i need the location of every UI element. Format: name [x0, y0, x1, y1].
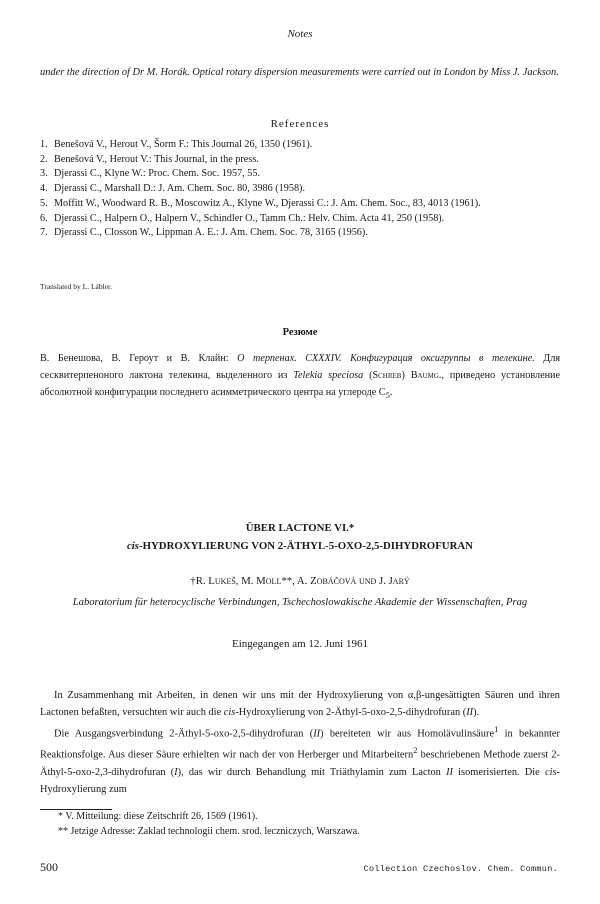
- citation-sup: 2: [413, 745, 418, 756]
- footnote-divider: [40, 809, 112, 810]
- body-italic: cis: [223, 707, 236, 718]
- references-list: [40, 138, 560, 241]
- article-authors: †R. Lukeš, M. Moll**, A. Zobáčová und J. Jarý: [190, 575, 410, 587]
- reference-text: Djerassi C., Closson W., Lippman A. E.: J. Am. Chem. Soc. 78, 3165 (1956).: [54, 227, 368, 239]
- translator-credit: Translated by L. Lábler.: [40, 282, 113, 291]
- body-text: in bekannter Reaktionsfolge. Aus dieser Säure erhielten wir nach der von Herberger und Mitarbeitern: [40, 728, 560, 761]
- reference-text: Moffitt W., Woodward R. B., Moscowitz A., Klyne W., Djerassi C.: J. Am. Chem. Soc., 83, 4013 (1961).: [54, 197, 481, 209]
- body-text: beschriebenen Methode zuerst 2-Äthyl-5-oxo-2,3-dihydrofuran (: [40, 749, 561, 778]
- article-affiliation: Laboratorium für heterocyclische Verbindungen, Tschechoslowakische Akademie der Wissenschaften, Prag: [72, 597, 528, 608]
- reference-text: Djerassi C., Marshall D.: J. Am. Chem. Soc. 80, 3986 (1958).: [54, 183, 305, 195]
- body-text: In Zusammenhang mit Arbeiten, in denen wir uns mit der Hydroxylierung von α,β-ungesättigten Säuren und ihren Lactonen befaßten, versuchten wir auch die: [40, 690, 560, 718]
- reference-number: 2.: [40, 153, 48, 165]
- reference-number: 5.: [40, 197, 48, 209]
- journal-name: Collection Czechoslov. Chem. Commun.: [363, 864, 558, 874]
- reference-item: [40, 167, 560, 182]
- intro-paragraph: under the direction of Dr M. Horák. Optical rotary dispersion measurements were carried out in London by Miss J. Jackson.: [40, 67, 559, 78]
- resume-subscript: 5: [385, 390, 390, 401]
- reference-text: Djerassi C., Klyne W.: Proc. Chem. Soc. 1957, 55.: [54, 168, 261, 180]
- reference-text: Benešová V., Herout V.: This Journal, in the press.: [54, 153, 259, 165]
- compound-ref: II: [446, 766, 453, 778]
- page-number: 500: [40, 860, 58, 874]
- body-italic: cis: [544, 766, 557, 778]
- reference-number: 7.: [40, 227, 48, 239]
- body-text: -Hydroxylierung zum: [40, 766, 560, 795]
- body-text: Die Ausgangsverbindung 2-Äthyl-5-oxo-2,5-dihydrofuran (: [54, 728, 314, 740]
- reference-item: [40, 138, 560, 153]
- reference-text: Benešová V., Herout V., Šorm F.: This Journal 26, 1350 (1961).: [54, 139, 313, 150]
- references-heading: References: [270, 118, 330, 130]
- reference-number: 6.: [40, 212, 48, 224]
- resume-text-end: .: [389, 387, 393, 398]
- reference-item: [40, 212, 560, 227]
- body-text: ) bereiteten wir aus Homolävulinsäure: [320, 728, 495, 740]
- reference-number: 4.: [40, 183, 48, 195]
- resume-text: Для сесквитерпеноного лактона телекина, выделенного из: [40, 353, 561, 381]
- article-subtitle: [0, 540, 600, 552]
- footnote-1: * V. Mitteilung: diese Zeitschrift 26, 1569 (1961).: [58, 811, 258, 822]
- reference-item: [40, 153, 560, 168]
- resume-species: Telekia speciosa: [293, 370, 364, 381]
- resume-title: О терпенах. CXXXIV. Конфигурация оксигруппы в телекине.: [237, 353, 535, 364]
- footnote-2: ** Jetzige Adresse: Zaklad technologii chem. srod. leczniczych, Warszawa.: [58, 826, 360, 837]
- body-text: ).: [473, 707, 480, 718]
- reference-text: Djerassi C., Halpern O., Halpern V., Schindler O., Tamm Ch.: Helv. Chim. Acta 41, 250 (1958).: [54, 212, 445, 224]
- subtitle-cis: cis: [127, 540, 139, 552]
- running-header: Notes: [287, 28, 313, 40]
- body-text: isomerisierten. Die: [458, 766, 540, 778]
- citation-sup: 1: [494, 724, 499, 734]
- resume-heading: Резюме: [282, 327, 318, 338]
- reference-item: [40, 197, 560, 212]
- received-date: Eingegangen am 12. Juni 1961: [232, 638, 368, 650]
- resume-author-abbrev-2: Baumg.: [410, 370, 442, 381]
- compound-ref: II: [313, 728, 321, 740]
- body-text: ), das wir durch Behandlung mit Triäthylamin zum Lacton: [177, 766, 441, 778]
- resume-text-2: , приведено установление абсолютной конфигурации последнего асимметрического центра на углероде C: [40, 370, 561, 398]
- resume-authors: В. Бенешова, В. Героут и В. Клайн:: [40, 353, 229, 364]
- body-paragraph-1: [40, 687, 560, 721]
- resume-author-abbrev: (Schreb): [369, 370, 405, 381]
- body-text: -Hydroxylierung von 2-Äthyl-5-oxo-2,5-dihydrofuran (: [235, 707, 467, 718]
- compound-ref: I: [174, 766, 178, 778]
- resume-paragraph: [40, 350, 560, 404]
- reference-number: 1.: [40, 139, 48, 150]
- reference-item: [40, 182, 560, 197]
- compound-ref: II: [466, 707, 474, 718]
- subtitle-rest: -HYDROXYLIERUNG VON 2-ÄTHYL-5-OXO-2,5-DIHYDROFURAN: [139, 540, 473, 552]
- article-body: [40, 687, 560, 798]
- body-paragraph-2: [40, 721, 560, 798]
- reference-item: [40, 226, 560, 241]
- article-title: ÜBER LACTONE VI.*: [245, 522, 355, 534]
- reference-number: 3.: [40, 168, 48, 180]
